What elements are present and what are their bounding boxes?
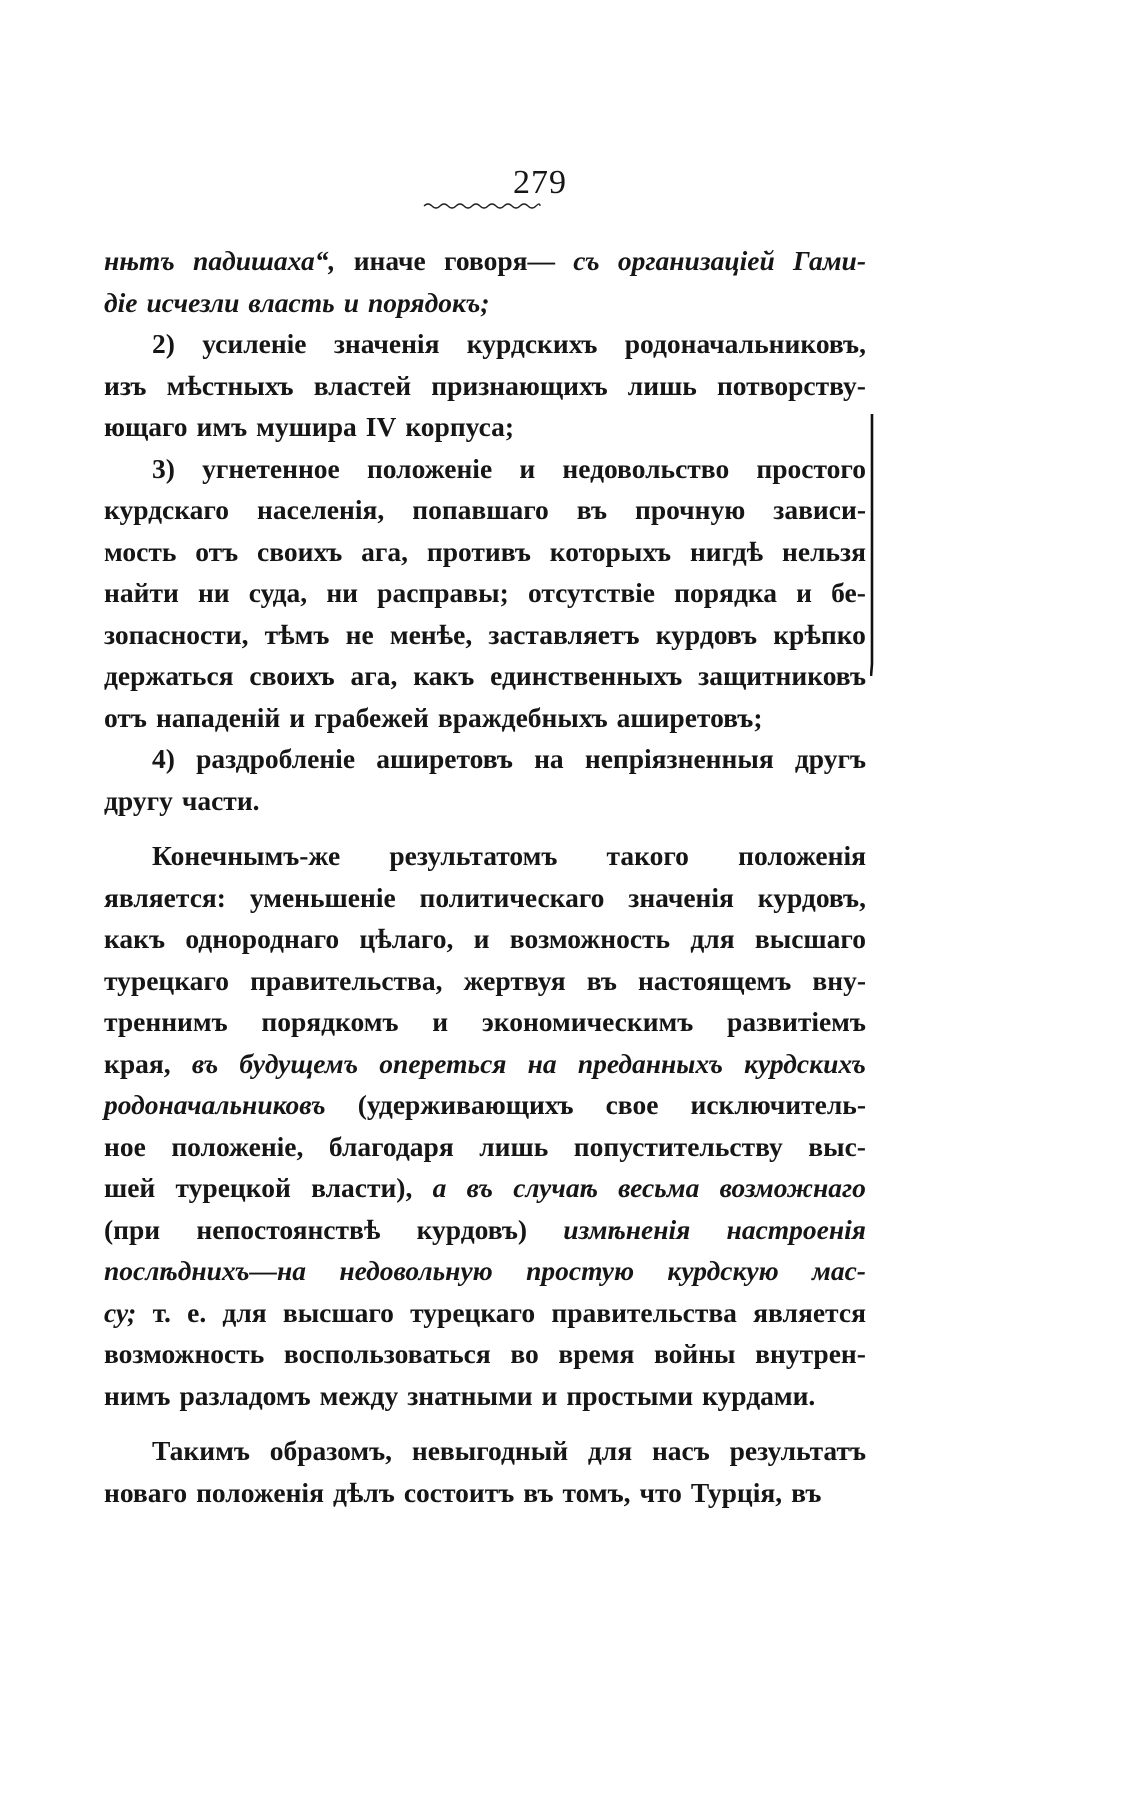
- word: однороднаго: [185, 923, 340, 954]
- italic-word: родоначальниковъ: [104, 1089, 326, 1120]
- word: правительства: [551, 1296, 737, 1328]
- word: лишь: [627, 369, 697, 401]
- body-text: [104, 240, 866, 1513]
- word: потворству-: [716, 369, 866, 401]
- word: говоря—: [444, 245, 555, 276]
- margin-mark-line: [870, 414, 874, 676]
- italic-word: настроенiя: [726, 1213, 866, 1245]
- word: менѣе,: [389, 618, 473, 650]
- word: является: [753, 1296, 866, 1328]
- text-line: [104, 1043, 866, 1085]
- italic-word: порядокъ;: [368, 286, 490, 318]
- word: аширетовъ;: [616, 701, 763, 733]
- word: противъ: [426, 535, 531, 567]
- word: враждебныхъ: [437, 701, 608, 733]
- text-line: [104, 489, 866, 531]
- word: лишь: [479, 1130, 549, 1162]
- word: непостоянствѣ: [196, 1213, 381, 1245]
- word: единственныхъ: [490, 660, 683, 691]
- word: отъ: [104, 701, 147, 733]
- paragraph: [104, 448, 866, 739]
- word: исключитель-: [690, 1089, 866, 1120]
- text-line: [104, 697, 866, 739]
- word: курдовъ,: [757, 881, 866, 913]
- word: въ: [791, 1476, 822, 1508]
- word: какъ: [104, 923, 166, 954]
- word: въ: [523, 1476, 554, 1508]
- text-line: [104, 406, 866, 448]
- paragraph: [104, 738, 866, 821]
- italic-word: возможнаго: [719, 1172, 866, 1203]
- word: нельзя: [782, 535, 866, 567]
- word: нигдѣ: [689, 535, 764, 567]
- word: цѣлаго,: [359, 923, 454, 954]
- paragraph: [104, 1430, 866, 1513]
- page-header: [0, 163, 1140, 211]
- word: шей: [104, 1172, 156, 1203]
- word: дѣлъ: [332, 1476, 395, 1508]
- italic-word: организацiей: [617, 245, 775, 276]
- word: разладомъ: [179, 1379, 311, 1411]
- word: порядкомъ: [261, 1006, 399, 1037]
- word: ага,: [350, 660, 398, 691]
- word: курдскихъ: [466, 328, 598, 359]
- word: расправы;: [377, 577, 509, 608]
- word: держаться: [104, 660, 234, 691]
- word: является:: [104, 881, 226, 913]
- word: невыгодный: [411, 1435, 569, 1466]
- text-line: [104, 655, 866, 697]
- word: порядка: [674, 577, 778, 608]
- word: внутрен-: [755, 1338, 866, 1369]
- word: заставляетъ: [488, 618, 640, 650]
- word: родоначальниковъ,: [624, 328, 866, 359]
- word: для: [690, 923, 735, 954]
- word: имъ: [196, 411, 248, 442]
- word: уменьшенiе: [249, 881, 396, 913]
- italic-word: измѣненiя: [563, 1213, 691, 1245]
- word: тѣмъ: [264, 618, 330, 650]
- word: положенiе: [366, 452, 493, 484]
- text-line: [104, 282, 866, 324]
- word: признающихъ: [431, 369, 608, 401]
- word: иначе: [353, 245, 426, 276]
- text-line: [104, 614, 866, 656]
- word: настоящемъ: [638, 964, 792, 996]
- word: попустительству: [573, 1130, 783, 1162]
- word: воспользоваться: [283, 1338, 491, 1369]
- word: усиленiе: [202, 328, 307, 359]
- text-line: [104, 572, 866, 614]
- word: во: [510, 1338, 539, 1369]
- word: курдовъ: [655, 618, 758, 650]
- word: образомъ,: [269, 1435, 393, 1466]
- word: мость: [104, 535, 177, 567]
- word: Конечнымъ-же: [152, 840, 341, 871]
- word: курдовъ): [416, 1213, 528, 1245]
- word: курдскаго: [104, 494, 229, 525]
- italic-word: недовольную: [339, 1255, 493, 1286]
- word: попавшаго: [412, 494, 549, 525]
- word: знатными: [407, 1379, 533, 1411]
- word: изъ: [104, 369, 147, 401]
- word: что: [639, 1476, 682, 1508]
- word: непрiязненныя: [584, 743, 774, 774]
- italic-word: Гами-: [793, 245, 866, 276]
- word: турецкаго: [410, 1296, 536, 1328]
- italic-word: и: [343, 286, 359, 318]
- word: въ: [576, 494, 607, 525]
- word: своихъ: [257, 535, 343, 567]
- word: которыхъ: [549, 535, 672, 567]
- word: крѣпко: [773, 618, 866, 650]
- word: отъ: [195, 535, 239, 567]
- word: турецкаго: [104, 964, 229, 996]
- italic-word: курдскую: [667, 1255, 779, 1286]
- italic-word: а: [432, 1172, 447, 1203]
- word: развитiемъ: [727, 1006, 866, 1037]
- word: высшаго: [282, 1296, 394, 1328]
- word: треннимъ: [104, 1006, 228, 1037]
- word: результатъ: [729, 1435, 866, 1466]
- word: бе-: [831, 577, 866, 608]
- word: т.: [152, 1296, 171, 1328]
- word: ни: [326, 577, 359, 608]
- word: новаго: [104, 1476, 188, 1508]
- text-line: [104, 323, 866, 365]
- word: и: [541, 1379, 558, 1411]
- word: для: [587, 1435, 633, 1466]
- text-line: [104, 738, 866, 780]
- text-line: [104, 1001, 866, 1043]
- word: корпуса;: [405, 411, 515, 442]
- italic-word: мас-: [812, 1255, 866, 1286]
- word: состоитъ: [403, 1476, 515, 1508]
- word: прочную: [634, 494, 746, 525]
- text-line: [104, 240, 866, 282]
- word: края,: [104, 1047, 171, 1079]
- word: курдами.: [702, 1379, 816, 1411]
- word: на: [534, 743, 564, 774]
- word: 4): [152, 743, 175, 774]
- word: положенiя: [738, 840, 866, 871]
- italic-word: случаѣ: [513, 1172, 598, 1203]
- word: 2): [152, 328, 175, 359]
- word: отсутствiе: [527, 577, 656, 608]
- word: жертвуя: [463, 964, 566, 996]
- word: простыми: [566, 1379, 694, 1411]
- italic-word: въ: [466, 1172, 493, 1203]
- word: (при: [104, 1213, 161, 1245]
- italic-word: су;: [104, 1296, 137, 1328]
- text-line: [104, 365, 866, 407]
- word: вну-: [812, 964, 866, 996]
- italic-word: простую: [526, 1255, 635, 1286]
- word: Такимъ: [152, 1435, 250, 1466]
- word: благодаря: [328, 1130, 454, 1162]
- text-line: [104, 960, 866, 1002]
- text-line: [104, 1167, 866, 1209]
- word: такого: [606, 840, 689, 871]
- word: высшаго: [754, 923, 866, 954]
- italic-word: на: [527, 1047, 557, 1079]
- italic-word: падишаха“,: [193, 245, 336, 276]
- word: мушира: [256, 411, 357, 442]
- text-line: [104, 1292, 866, 1334]
- word: другъ: [794, 743, 866, 774]
- word: другу: [104, 784, 173, 816]
- paragraph: [104, 240, 866, 323]
- italic-word: послѣднихъ—на: [104, 1255, 306, 1286]
- italic-word: опереться: [379, 1047, 507, 1079]
- word: значенiя: [333, 328, 440, 359]
- word: ага,: [361, 535, 408, 567]
- italic-word: съ: [573, 245, 600, 276]
- word: зопасности,: [104, 618, 249, 650]
- word: какъ: [413, 660, 475, 691]
- text-line: [104, 1375, 866, 1417]
- word: не: [345, 618, 374, 650]
- text-line: [104, 780, 866, 822]
- word: своихъ: [249, 660, 335, 691]
- word: раздробленiе: [196, 743, 356, 774]
- word: е.: [187, 1296, 207, 1328]
- word: найти: [104, 577, 179, 608]
- text-line: [104, 877, 866, 919]
- text-line: [104, 918, 866, 960]
- word: положенiе,: [171, 1130, 304, 1162]
- word: свое: [605, 1089, 659, 1120]
- word: части.: [181, 784, 260, 816]
- word: войны: [653, 1338, 736, 1369]
- word: выс-: [808, 1130, 866, 1162]
- word: и: [473, 923, 490, 954]
- word: и: [519, 452, 536, 484]
- word: значенiя: [628, 881, 734, 913]
- word: насъ: [651, 1435, 710, 1466]
- word: ное: [104, 1130, 146, 1162]
- italic-word: преданныхъ: [577, 1047, 723, 1079]
- italic-word: весьма: [618, 1172, 700, 1203]
- text-line: [104, 1333, 866, 1375]
- word: простого: [756, 452, 866, 484]
- italic-word: будущемъ: [239, 1047, 359, 1079]
- text-line: [104, 1472, 866, 1514]
- word: въ: [586, 964, 617, 996]
- word: экономическимъ: [481, 1006, 694, 1037]
- text-line: [104, 1126, 866, 1168]
- paragraph: [104, 323, 866, 448]
- page-number: 279: [513, 164, 567, 201]
- word: нападенiй: [155, 701, 281, 733]
- word: Турцiя,: [690, 1476, 783, 1508]
- word: и: [432, 1006, 449, 1037]
- italic-word: курдскихъ: [744, 1047, 866, 1079]
- word: томъ,: [562, 1476, 631, 1508]
- word: турецкой: [175, 1172, 291, 1203]
- text-line: [104, 531, 866, 573]
- italic-word: власть: [248, 286, 335, 318]
- text-line: [104, 835, 866, 877]
- italic-word: исчезли: [146, 286, 240, 318]
- word: положенiя: [196, 1476, 324, 1508]
- paragraph: [104, 835, 866, 1416]
- text-line: [104, 1430, 866, 1472]
- word: IV: [365, 411, 397, 442]
- word: время: [558, 1338, 635, 1369]
- word: (удерживающихъ: [357, 1089, 574, 1120]
- word: для: [222, 1296, 267, 1328]
- text-line: [104, 448, 866, 490]
- word: власти),: [311, 1172, 413, 1203]
- word: между: [319, 1379, 399, 1411]
- italic-word: дiе: [104, 286, 138, 318]
- word: 3): [152, 452, 175, 484]
- word: и: [796, 577, 813, 608]
- word: и: [289, 701, 306, 733]
- word: зависи-: [773, 494, 866, 525]
- text-line: [104, 1250, 866, 1292]
- word: мѣстныхъ: [166, 369, 294, 401]
- word: ни: [197, 577, 230, 608]
- word: населенiя,: [257, 494, 385, 525]
- text-line: [104, 1084, 866, 1126]
- word: суда,: [248, 577, 308, 608]
- word: недовольство: [562, 452, 730, 484]
- text-line: [104, 1209, 866, 1251]
- word: угнетенное: [202, 452, 340, 484]
- word: аширетовъ: [376, 743, 513, 774]
- word: результатомъ: [389, 840, 558, 871]
- word: возможность: [104, 1338, 265, 1369]
- word: политическаго: [419, 881, 605, 913]
- word: грабежей: [314, 701, 429, 733]
- word: правительства,: [250, 964, 443, 996]
- word: властей: [313, 369, 412, 401]
- word: защитниковъ: [698, 660, 866, 691]
- italic-word: въ: [191, 1047, 219, 1079]
- word: возможность: [509, 923, 671, 954]
- italic-word: нњтъ: [104, 245, 175, 276]
- word: нимъ: [104, 1379, 171, 1411]
- word: ющаго: [104, 411, 188, 442]
